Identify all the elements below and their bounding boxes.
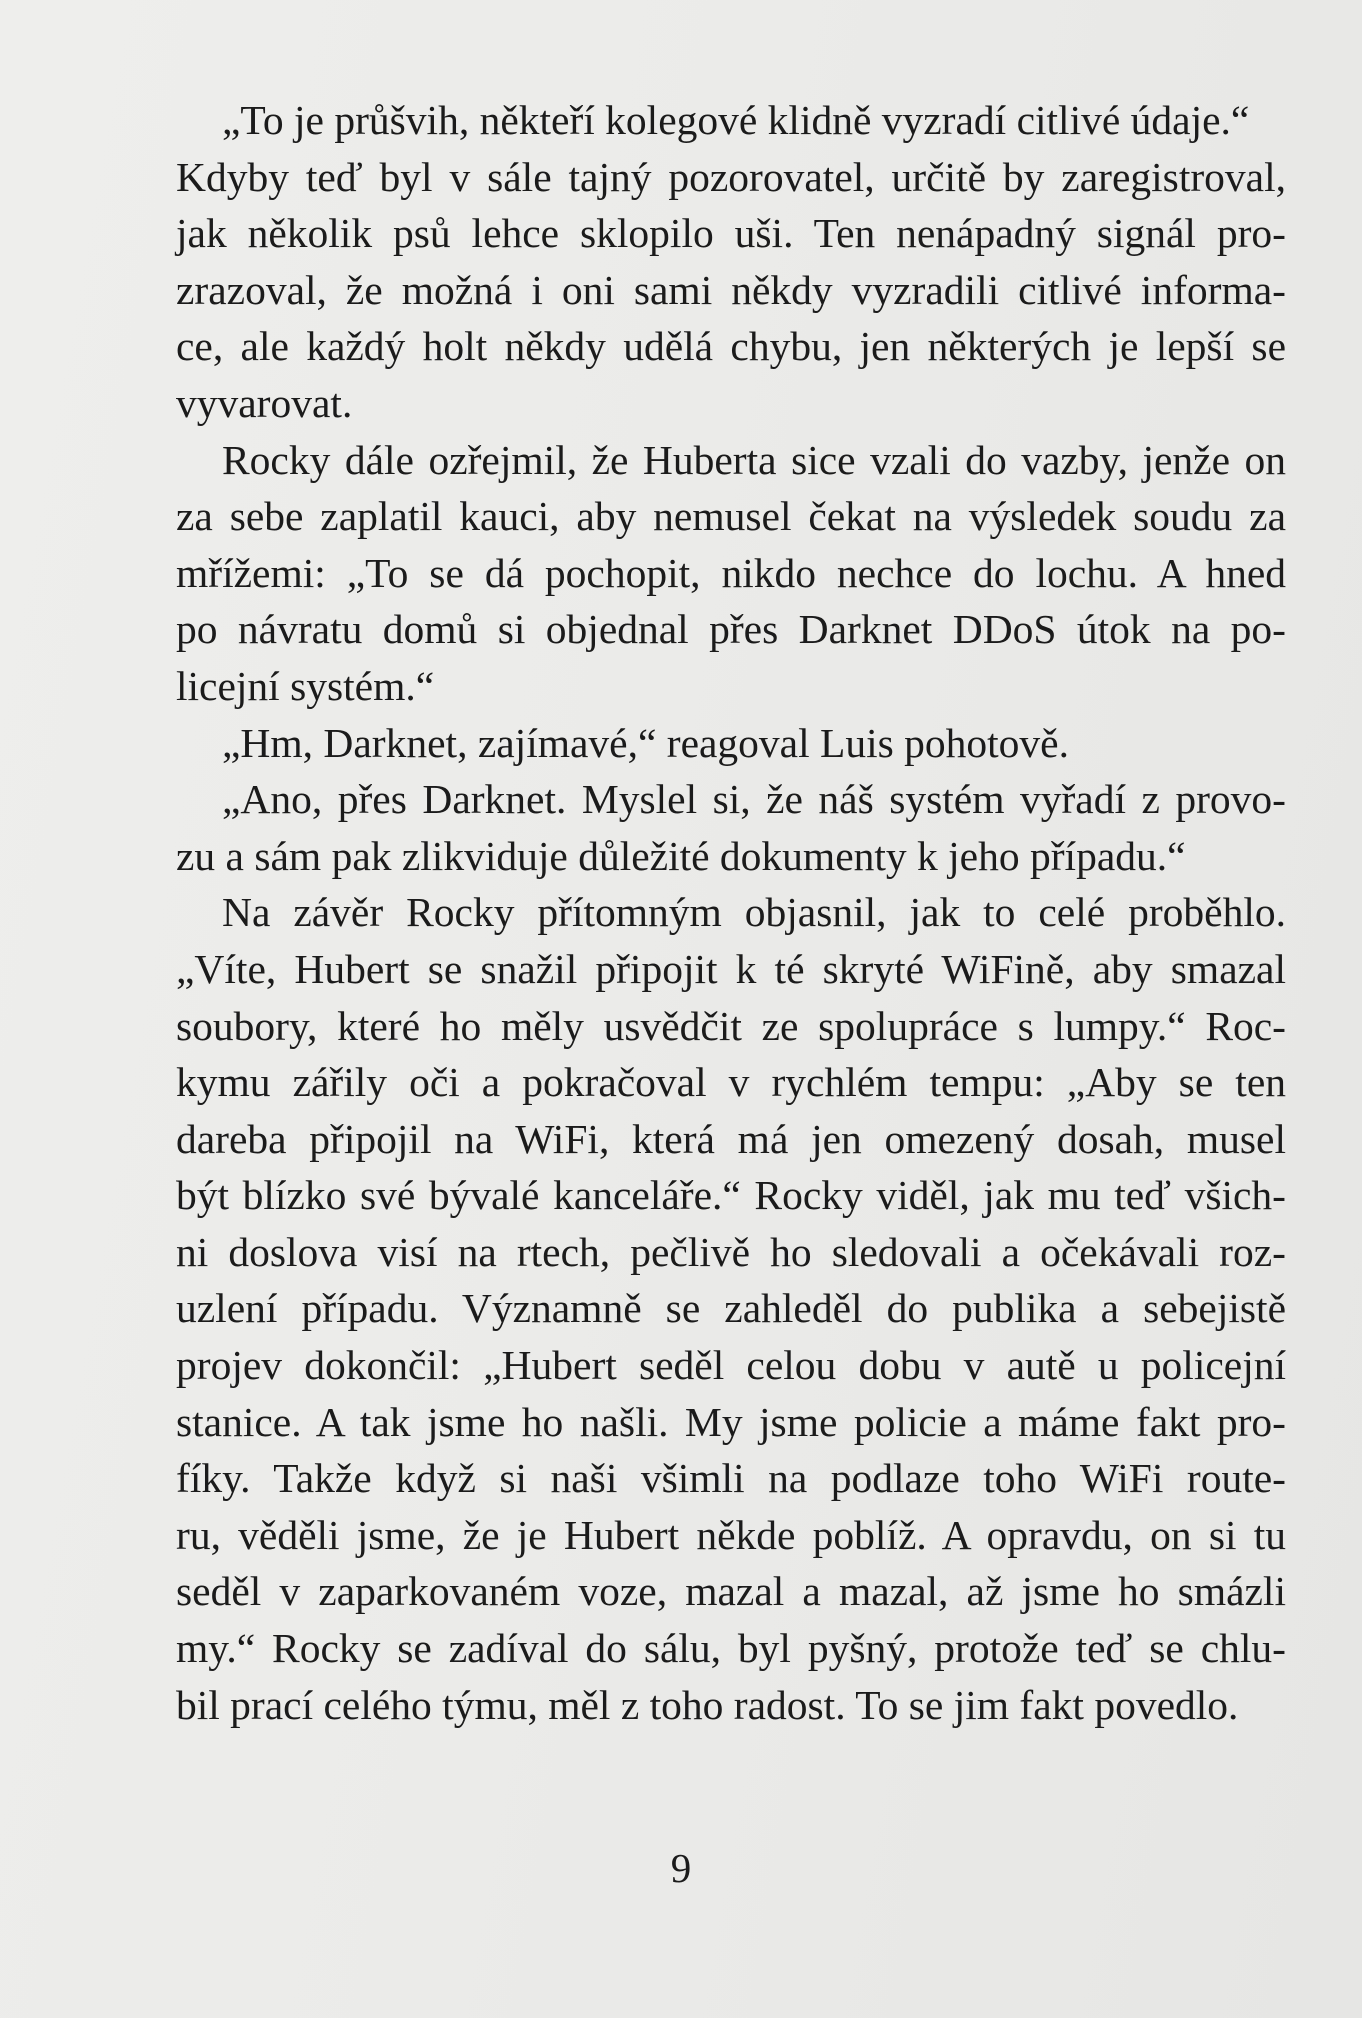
text-line: „Hm, Darknet, zajímavé,“ reagoval Luis pohotově. (222, 719, 1069, 766)
page-number: 9 (670, 1845, 692, 1891)
text-line: „To je průšvih, někteří kolegové klidně vyzradí citlivé údaje.“ (222, 97, 1250, 143)
text-line: soubory, které ho měly usvědčit ze spolupráce s lumpy.“ Roc- (176, 1002, 1286, 1049)
text-line: bil prací celého týmu, měl z toho radost. To se jim fakt povedlo. (176, 1681, 1239, 1728)
text-line: Na závěr Rocky přítomným objasnil, jak to celé proběhlo. (222, 889, 1286, 936)
text-line: „Ano, přes Darknet. Myslel si, že náš systém vyřadí z provo- (222, 776, 1286, 823)
text-line: být blízko své bývalé kanceláře.“ Rocky viděl, jak mu teď všich- (176, 1172, 1286, 1219)
text-line: ce, ale každý holt někdy udělá chybu, jen některých je lepší se (176, 323, 1286, 370)
text-line: fíky. Takže když si naši všimli na podlaze toho WiFi route- (176, 1455, 1286, 1502)
text-line: jak několik psů lehce sklopilo uši. Ten nenápadný signál pro- (176, 210, 1286, 257)
text-line: ru, věděli jsme, že je Hubert někde poblíž. A opravdu, on si tu (176, 1511, 1286, 1558)
text-line: Rocky dále ozřejmil, že Huberta sice vzali do vazby, jenže on (222, 436, 1286, 483)
text-line: zrazoval, že možná i oni sami někdy vyzradili citlivé informa- (176, 266, 1286, 313)
text-line: kymu zářily oči a pokračoval v rychlém tempu: „Aby se ten (176, 1059, 1286, 1106)
text-line: dareba připojil na WiFi, která má jen omezený dosah, musel (176, 1115, 1286, 1162)
text-line: seděl v zaparkovaném voze, mazal a mazal, až jsme ho smázli (176, 1568, 1286, 1615)
text-line: zu a sám pak zlikviduje důležité dokumenty k jeho případu.“ (176, 832, 1186, 879)
text-line: „Víte, Hubert se snažil připojit k té skryté WiFině, aby smazal (176, 945, 1286, 992)
text-line: my.“ Rocky se zadíval do sálu, byl pyšný, protože teď se chlu- (176, 1625, 1286, 1672)
text-line: licejní systém.“ (176, 662, 435, 709)
text-line: ni doslova visí na rtech, pečlivě ho sledovali a očekávali roz- (176, 1228, 1286, 1275)
text-line: uzlení případu. Významně se zahleděl do publika a sebejistě (176, 1285, 1286, 1332)
text-line: po návratu domů si objednal přes Darknet DDoS útok na po- (176, 606, 1286, 653)
text-line: stanice. A tak jsme ho našli. My jsme policie a máme fakt pro- (176, 1398, 1286, 1445)
text-line: za sebe zaplatil kauci, aby nemusel čekat na výsledek soudu za (176, 493, 1286, 540)
body-text (176, 92, 1286, 1733)
text-line: vyvarovat. (176, 379, 353, 426)
text-line: mřížemi: „To se dá pochopit, nikdo nechce do lochu. A hned (176, 549, 1286, 596)
text-line: projev dokončil: „Hubert seděl celou dobu v autě u policejní (176, 1342, 1286, 1389)
text-line: Kdyby teď byl v sále tajný pozorovatel, určitě by zaregistroval, (176, 153, 1286, 200)
